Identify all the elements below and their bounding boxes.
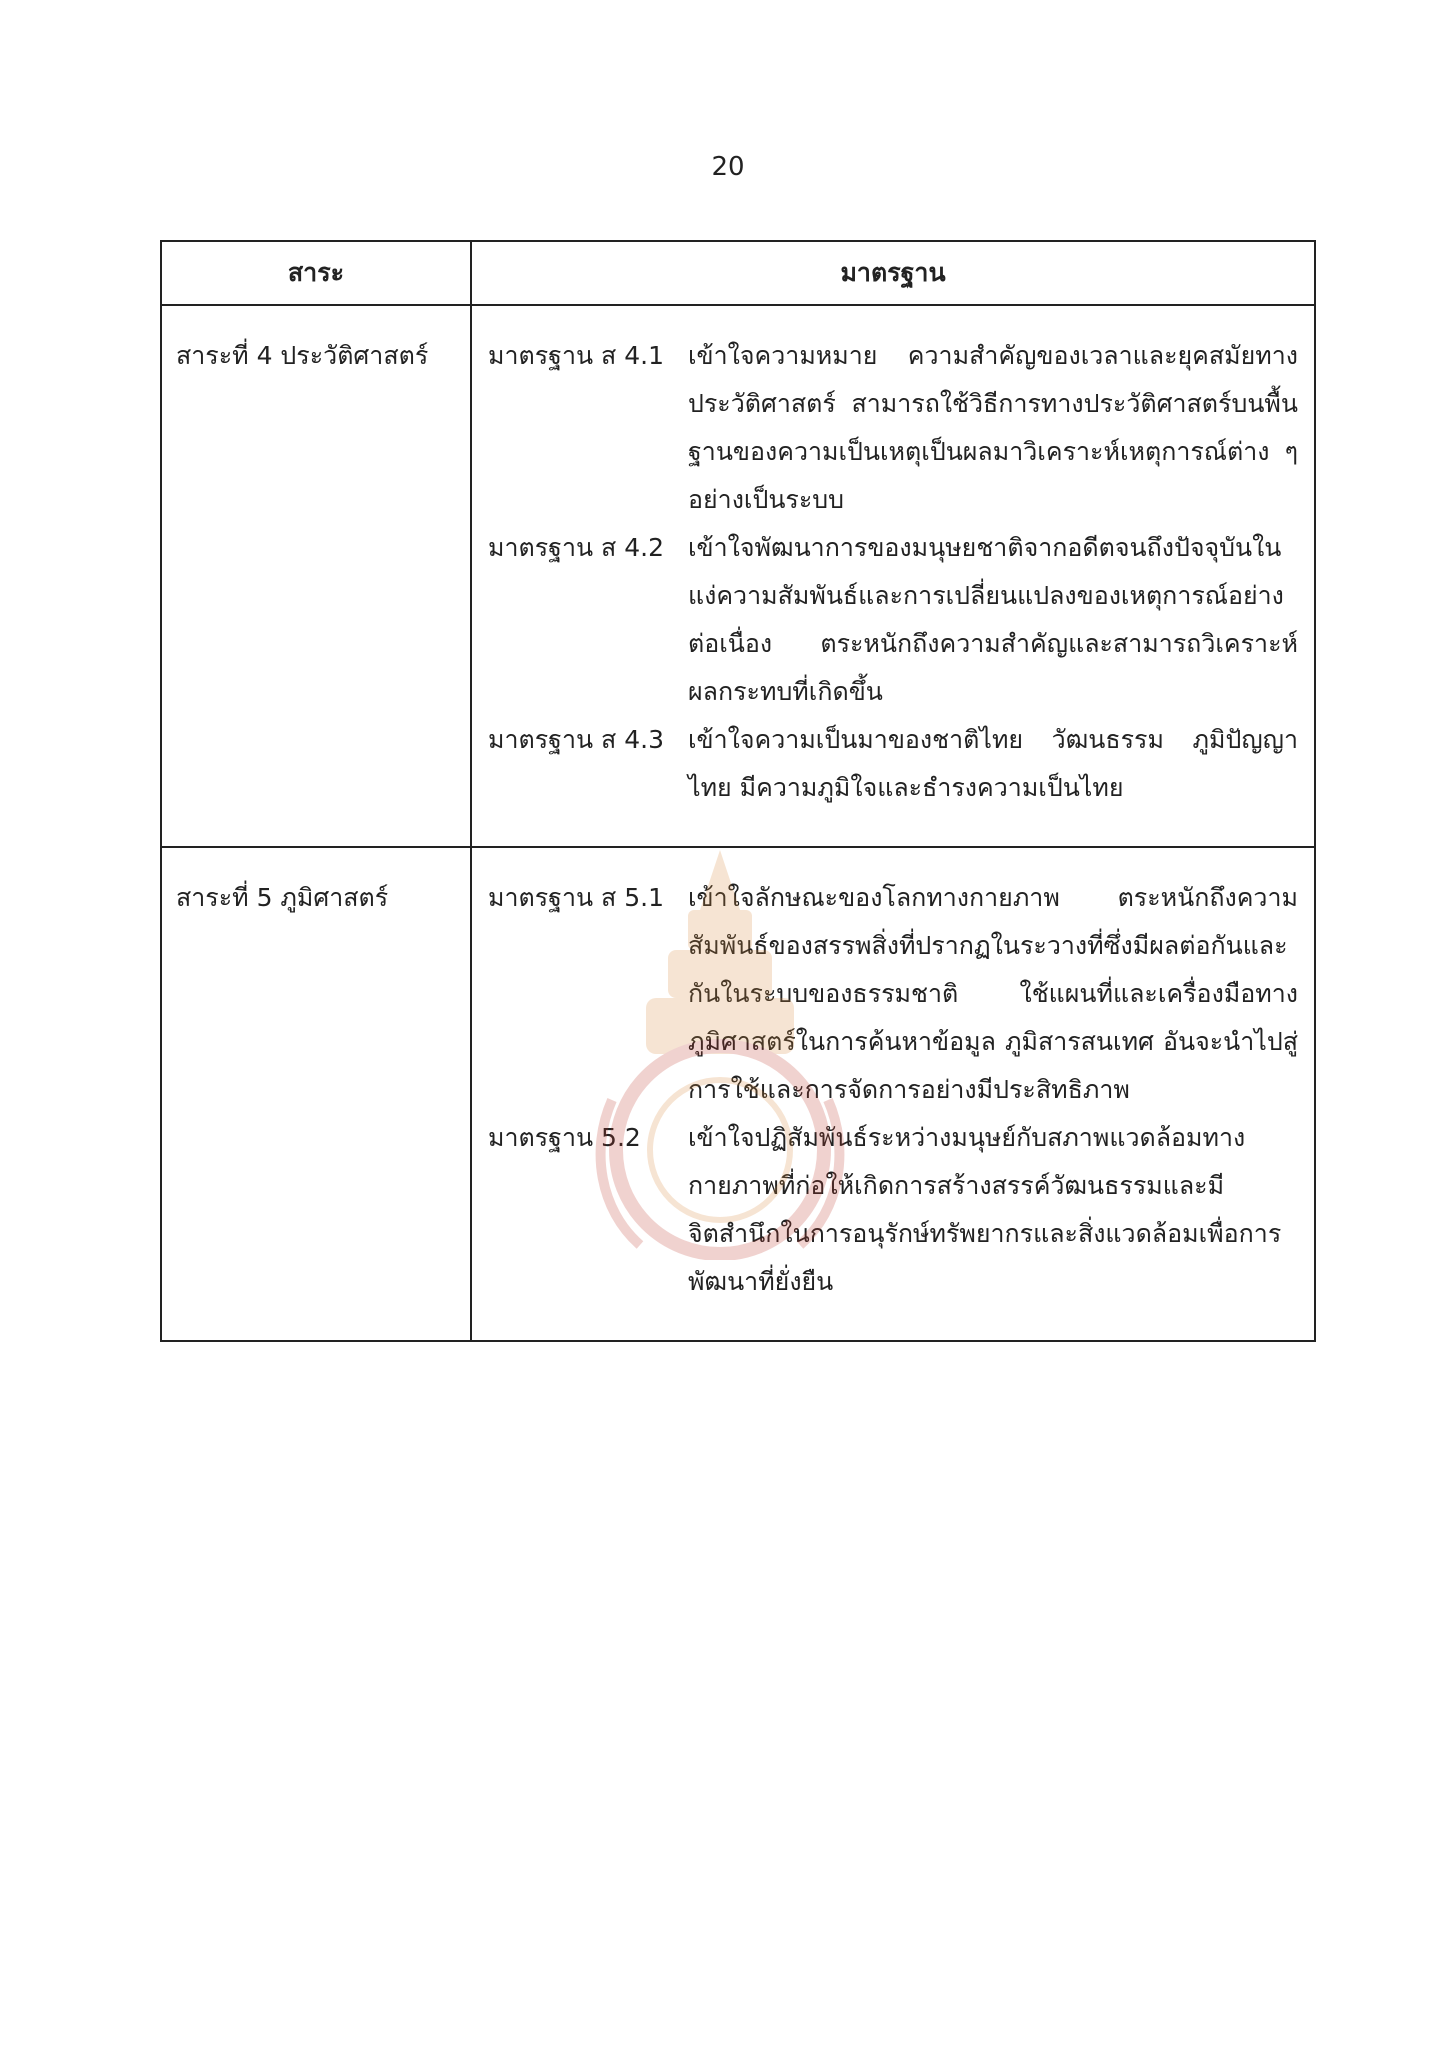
table-row (161, 847, 1315, 1341)
standard-entry (488, 332, 1298, 524)
standard-entry (488, 874, 1298, 1114)
standard-code: มาตรฐาน 5.2 (488, 1123, 641, 1152)
standard-text: เข้าใจความหมาย ความสำคัญของเวลาและยุคสมัยทางประวัติศาสตร์ สามารถใช้วิธีการทางประวัติศาสตร์บนพื้นฐานของความเป็นเหตุเป็นผลมาวิเคราะห์เหตุการณ์ต่าง ๆ อย่างเป็นระบบ (688, 341, 1298, 514)
standard-code: มาตรฐาน ส 5.1 (488, 883, 665, 912)
strand-name: สาระที่ 5 ภูมิศาสตร์ (176, 883, 389, 912)
standards-cell-geography (471, 847, 1315, 1341)
page-number: 20 (711, 152, 745, 182)
header-standard: มาตรฐาน (471, 241, 1315, 305)
strand-cell-history (161, 305, 471, 847)
standard-text: เข้าใจปฏิสัมพันธ์ระหว่างมนุษย์กับสภาพแวดล้อมทางกายภาพที่ก่อให้เกิดการสร้างสรรค์วัฒนธรรมและมีจิตสำนึกในการอนุรักษ์ทรัพยากรและสิ่งแวดล้อมเพื่อการพัฒนาที่ยั่งยืน (688, 1123, 1282, 1296)
standard-code: มาตรฐาน ส 4.1 (488, 341, 665, 370)
header-strand: สาระ (161, 241, 471, 305)
table-row (161, 305, 1315, 847)
standard-entry (488, 716, 1298, 812)
standards-table (160, 240, 1316, 1342)
standard-code: มาตรฐาน ส 4.2 (488, 533, 665, 562)
strand-cell-geography (161, 847, 471, 1341)
standards-cell-history (471, 305, 1315, 847)
table-header-row (161, 241, 1315, 305)
standard-entry (488, 524, 1298, 716)
standard-text: เข้าใจพัฒนาการของมนุษยชาติจากอดีตจนถึงปัจจุบันในแง่ความสัมพันธ์และการเปลี่ยนแปลงของเหตุการณ์อย่างต่อเนื่อง ตระหนักถึงความสำคัญและสามารถวิเคราะห์ผลกระทบที่เกิดขึ้น (688, 533, 1298, 706)
standard-code: มาตรฐาน ส 4.3 (488, 725, 665, 754)
standard-entry (488, 1114, 1298, 1306)
standard-text: เข้าใจลักษณะของโลกทางกายภาพ ตระหนักถึงความสัมพันธ์ของสรรพสิ่งที่ปรากฏในระวางที่ซึ่งมีผลต่อกันและกันในระบบของธรรมชาติ ใช้แผนที่และเครื่องมือทางภูมิศาสตร์ในการค้นหาข้อมูล ภูมิสารสนเทศ อันจะนำไปสู่การใช้และการจัดการอย่างมีประสิทธิภาพ (688, 883, 1298, 1104)
strand-name: สาระที่ 4 ประวัติศาสตร์ (176, 341, 429, 370)
standard-text: เข้าใจความเป็นมาของชาติไทย วัฒนธรรม ภูมิปัญญาไทย มีความภูมิใจและธำรงความเป็นไทย (688, 725, 1298, 802)
